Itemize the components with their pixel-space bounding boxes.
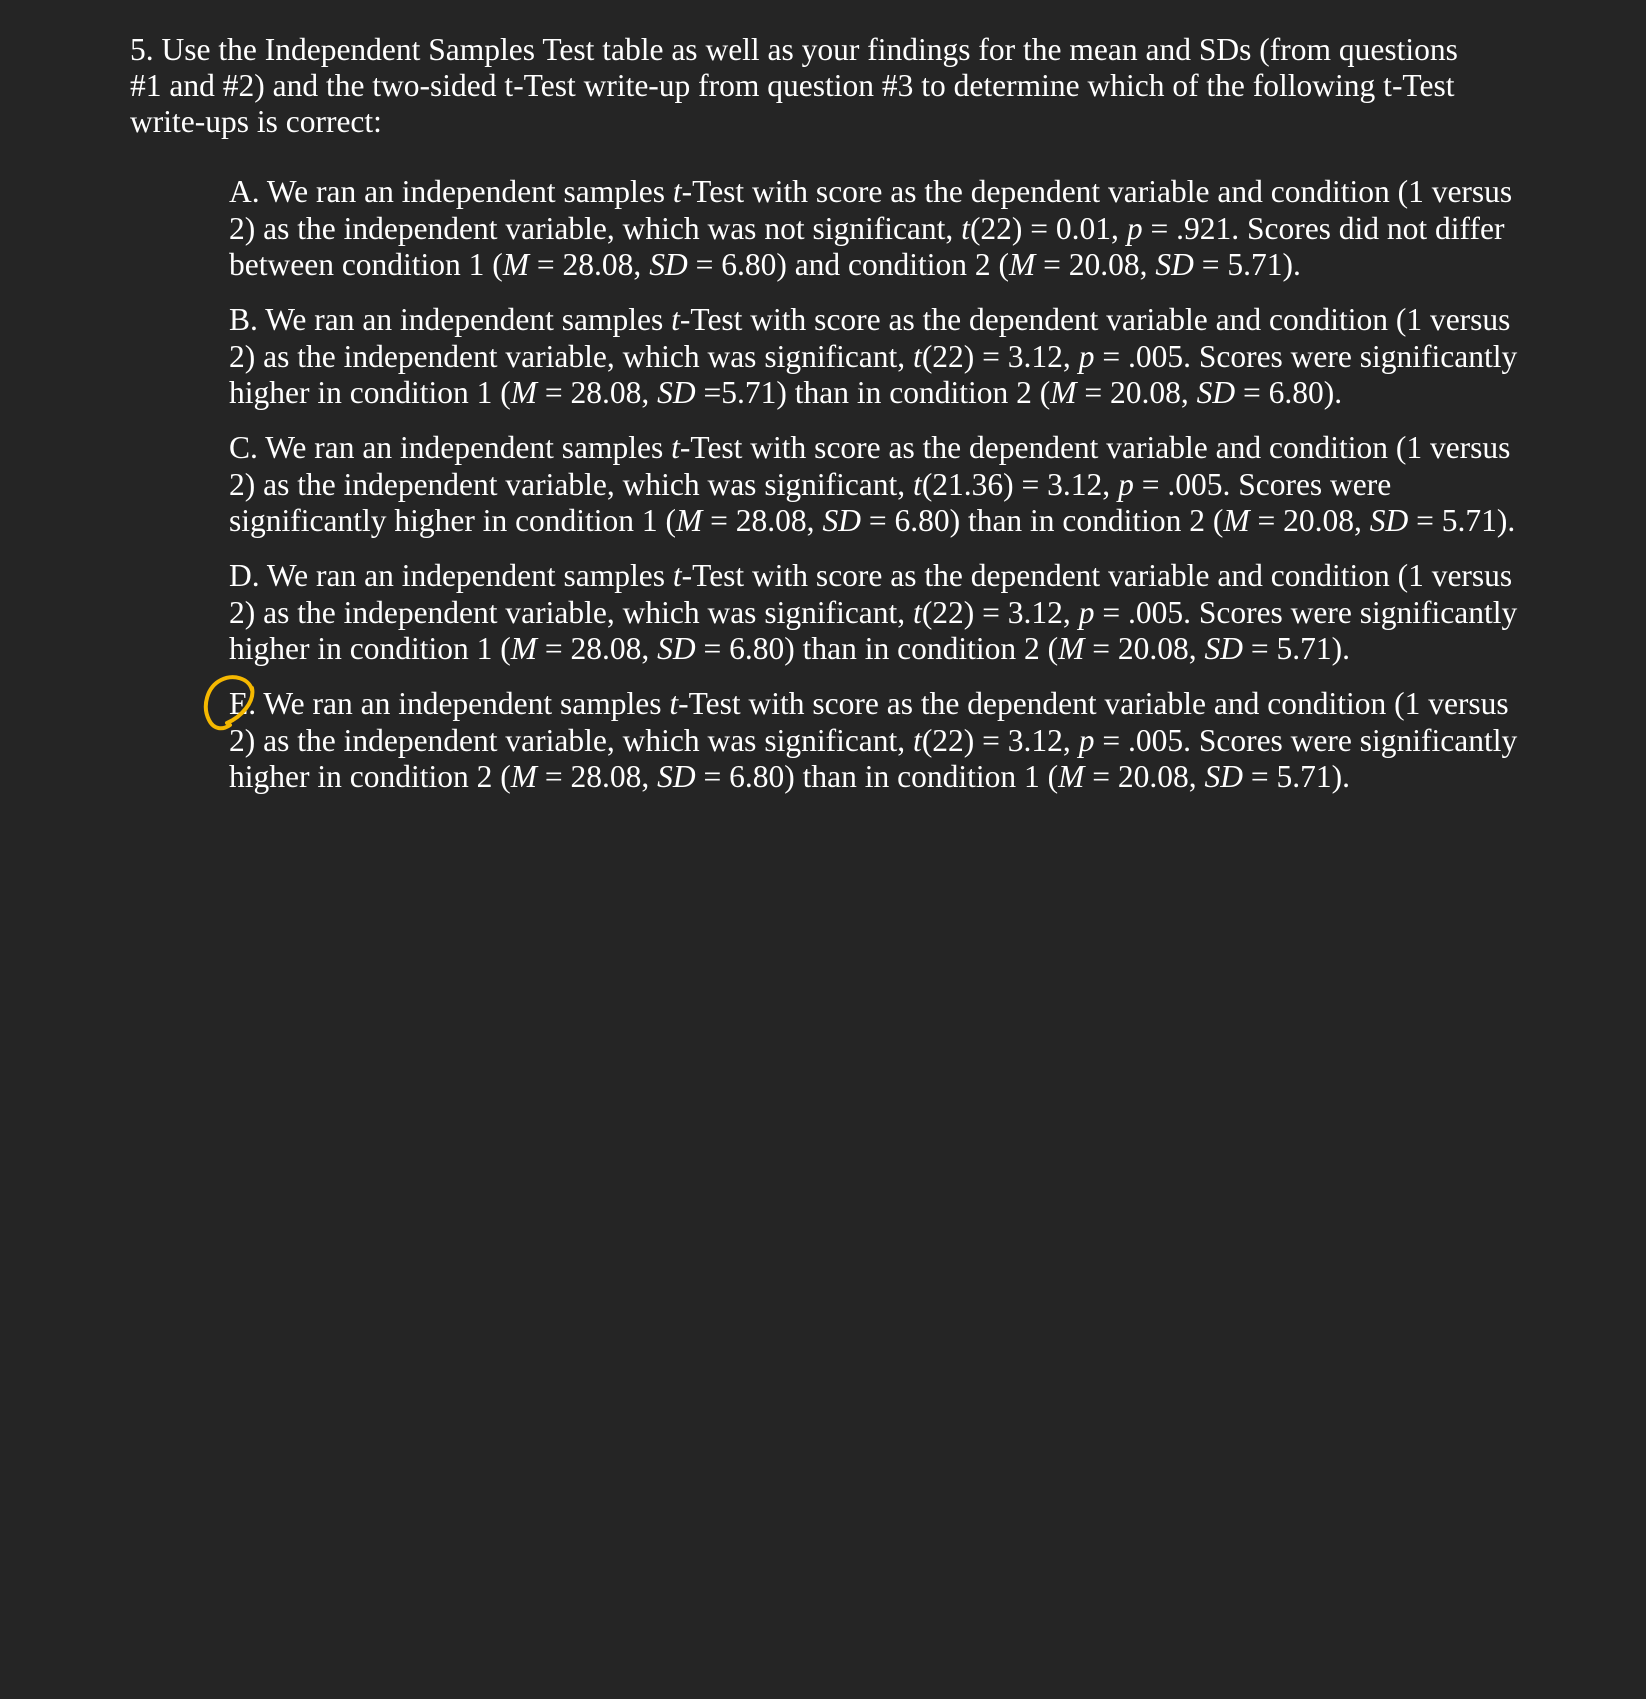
italic-symbol: M bbox=[1223, 503, 1250, 538]
italic-symbol: t bbox=[669, 686, 679, 721]
text-run: = 5.71). bbox=[1242, 759, 1350, 794]
italic-symbol: t bbox=[672, 174, 682, 209]
italic-symbol: t bbox=[961, 210, 970, 246]
text-run: -Test with score as the dependent variable and condition (1 versus 2) as the independent variable, which was significant, bbox=[229, 302, 1511, 374]
text-run: A. We ran an independent samples bbox=[229, 174, 673, 209]
italic-symbol: M bbox=[1058, 631, 1085, 666]
italic-symbol: M bbox=[1050, 375, 1077, 410]
text-run: -Test write-up from question #3 to determine which of the following bbox=[513, 68, 1384, 103]
italic-symbol: t bbox=[913, 594, 922, 630]
italic-symbol: t bbox=[913, 338, 922, 374]
text-run: = .005. Scores were significantly higher in condition 1 ( bbox=[229, 594, 1518, 666]
text-run: = 28.08, bbox=[529, 247, 650, 282]
text-run: = 28.08, bbox=[536, 631, 658, 666]
italic-symbol: SD bbox=[657, 375, 696, 410]
text-run: -Test write-ups is correct: bbox=[130, 68, 1455, 139]
text-run: = .921. Scores did not differ between condition 1 ( bbox=[229, 210, 1505, 282]
text-run: = 5.71). bbox=[1408, 503, 1516, 538]
italic-symbol: t bbox=[913, 466, 922, 502]
text-run: 5. Use the Independent Samples Test table as well as your findings for the mean and bbox=[130, 32, 1199, 67]
italic-symbol: M bbox=[510, 375, 537, 410]
italic-symbol: p bbox=[1078, 722, 1095, 758]
text-run: = 5.71). bbox=[1242, 631, 1350, 666]
italic-symbol: t bbox=[671, 302, 680, 337]
italic-symbol: p bbox=[1126, 210, 1143, 246]
italic-symbol: t bbox=[504, 68, 514, 103]
text-run: =5.71) than in condition 2 ( bbox=[695, 375, 1051, 410]
italic-symbol: M bbox=[1009, 247, 1036, 282]
text-run: (22) = 3.12, bbox=[921, 722, 1079, 758]
italic-symbol: M bbox=[510, 759, 537, 794]
italic-symbol: t bbox=[913, 722, 922, 758]
text-run: = 20.08, bbox=[1076, 375, 1197, 410]
italic-symbol: M bbox=[510, 631, 537, 666]
text-run: (22) = 3.12, bbox=[921, 594, 1079, 630]
text-run: = .005. Scores were significantly higher in condition 1 ( bbox=[229, 338, 1518, 410]
option-b[interactable] bbox=[229, 302, 1539, 412]
italic-symbol: t bbox=[672, 558, 682, 593]
option-a[interactable] bbox=[229, 174, 1539, 284]
text-run: = 28.08, bbox=[536, 759, 658, 794]
text-run: (22) = 3.12, bbox=[921, 338, 1079, 374]
text-run: E. We ran an independent samples bbox=[229, 686, 670, 721]
text-run: -Test with score as the dependent variable and condition (1 versus 2) as the independent variable, which was significant, bbox=[229, 430, 1511, 502]
italic-symbol: SD bbox=[657, 759, 696, 794]
question-block bbox=[130, 32, 1518, 814]
italic-symbol: M bbox=[1058, 759, 1085, 794]
italic-symbol: t bbox=[1383, 68, 1392, 103]
text-run: -Test with score as the dependent variable and condition (1 versus 2) as the independent variable, which was not significant, bbox=[229, 174, 1513, 246]
italic-symbol: p bbox=[1078, 338, 1095, 374]
text-run: = 6.80) than in condition 2 ( bbox=[695, 631, 1059, 666]
text-run: s (from questions #1 and #2) and the two-sided bbox=[130, 32, 1458, 103]
text-run: = 20.08, bbox=[1035, 247, 1156, 282]
option-e[interactable] bbox=[229, 686, 1539, 796]
italic-symbol: SD bbox=[1198, 32, 1240, 67]
italic-symbol: SD bbox=[1204, 631, 1243, 666]
text-run: = .005. Scores were significantly higher in condition 1 ( bbox=[229, 466, 1392, 538]
text-run: D. We ran an independent samples bbox=[229, 558, 673, 593]
text-run: = 6.80) than in condition 1 ( bbox=[695, 759, 1059, 794]
question-stem bbox=[130, 32, 1460, 140]
text-run: = 28.08, bbox=[702, 503, 823, 538]
text-run: = 6.80) and condition 2 ( bbox=[687, 247, 1010, 282]
italic-symbol: SD bbox=[1155, 247, 1194, 282]
text-run: = 20.08, bbox=[1084, 631, 1205, 666]
italic-symbol: p bbox=[1078, 594, 1095, 630]
italic-symbol: SD bbox=[1196, 375, 1236, 410]
option-d[interactable] bbox=[229, 558, 1539, 668]
text-run: = 6.80). bbox=[1235, 375, 1343, 410]
option-c[interactable] bbox=[229, 430, 1539, 540]
italic-symbol: SD bbox=[1369, 503, 1409, 538]
text-run: = 5.71). bbox=[1193, 247, 1301, 282]
italic-symbol: M bbox=[502, 247, 530, 282]
options-list bbox=[229, 174, 1639, 796]
text-run: C. We ran an independent samples bbox=[229, 430, 672, 465]
text-run: = 20.08, bbox=[1249, 503, 1370, 538]
text-run: -Test with score as the dependent variable and condition (1 versus 2) as the independent variable, which was significant, bbox=[229, 558, 1513, 630]
italic-symbol: SD bbox=[649, 247, 688, 282]
text-run: (21.36) = 3.12, bbox=[921, 466, 1119, 502]
italic-symbol: p bbox=[1118, 466, 1134, 502]
text-run: = 28.08, bbox=[536, 375, 658, 410]
text-run: = 6.80) than in condition 2 ( bbox=[860, 503, 1224, 538]
italic-symbol: t bbox=[671, 430, 680, 465]
italic-symbol: M bbox=[676, 503, 703, 538]
italic-symbol: SD bbox=[657, 631, 696, 666]
italic-symbol: SD bbox=[822, 503, 861, 538]
text-run: = 20.08, bbox=[1084, 759, 1205, 794]
text-run: -Test with score as the dependent variable and condition (1 versus 2) as the independent variable, which was significant, bbox=[229, 686, 1509, 758]
text-run: B. We ran an independent samples bbox=[229, 302, 672, 337]
italic-symbol: SD bbox=[1204, 759, 1243, 794]
text-run: (22) = 0.01, bbox=[969, 210, 1127, 246]
text-run: = .005. Scores were significantly higher in condition 2 ( bbox=[229, 722, 1518, 794]
